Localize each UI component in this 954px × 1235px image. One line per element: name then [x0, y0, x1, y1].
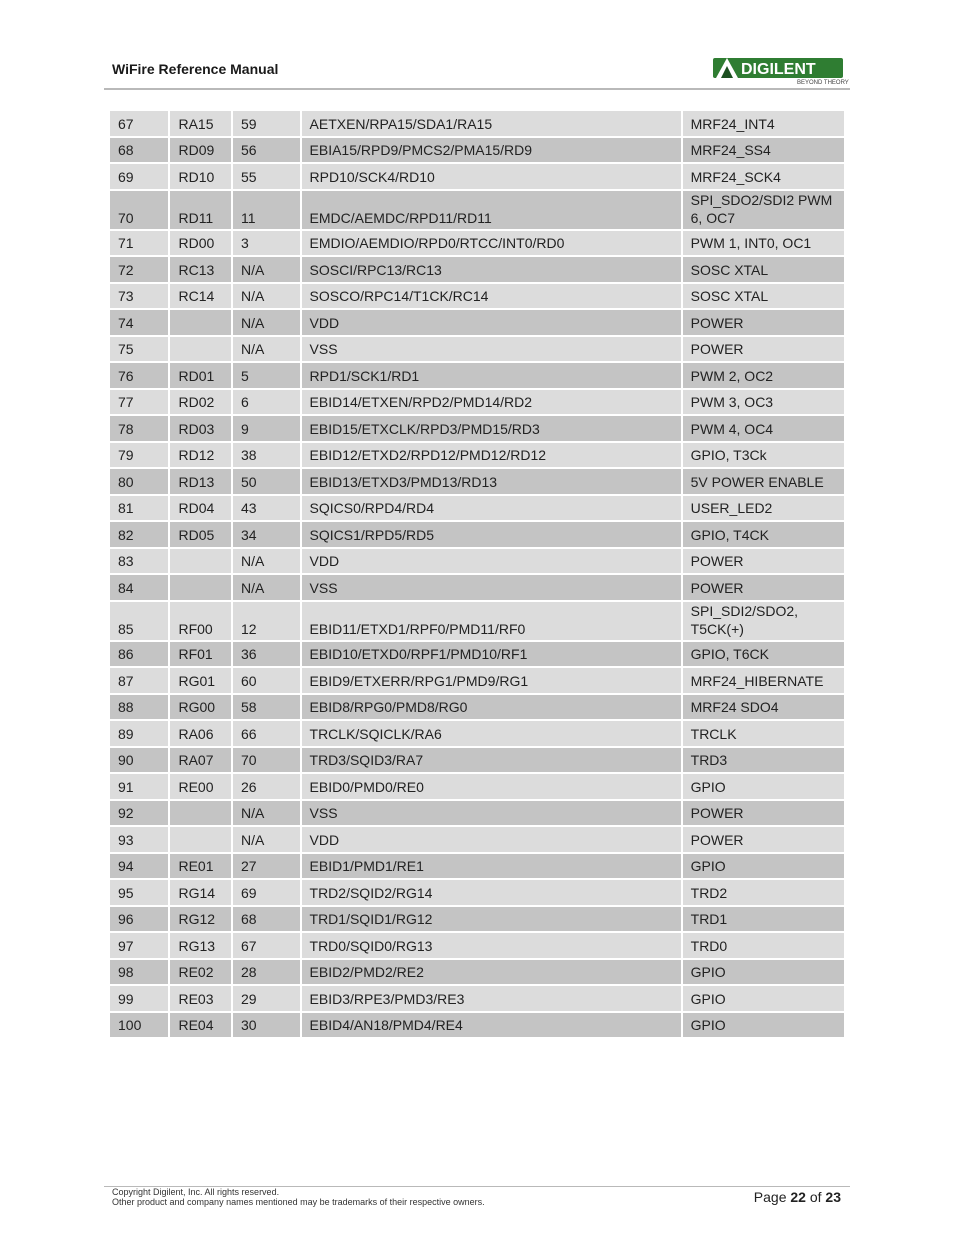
- chip-pin-cell: 3: [233, 231, 300, 256]
- pin-number-cell: 96: [110, 907, 168, 932]
- pin-number-cell: 71: [110, 231, 168, 256]
- chip-pin-cell: 29: [233, 986, 300, 1011]
- table-row: [110, 774, 844, 799]
- logo-wordmark: DIGILENT: [741, 61, 816, 78]
- chip-pin-cell: N/A: [233, 801, 300, 826]
- port-cell: RE01: [170, 854, 231, 879]
- pin-number-cell: 83: [110, 549, 168, 574]
- table-row: [110, 960, 844, 985]
- function-cell: EBID0/PMD0/RE0: [302, 774, 681, 799]
- header-divider: [104, 88, 850, 90]
- usage-cell: MRF24 SDO4: [683, 695, 844, 720]
- port-cell: RE03: [170, 986, 231, 1011]
- chip-pin-cell: 58: [233, 695, 300, 720]
- chip-pin-cell: 50: [233, 469, 300, 494]
- chip-pin-cell: 30: [233, 1013, 300, 1038]
- page-total: 23: [825, 1189, 841, 1205]
- chip-pin-cell: N/A: [233, 310, 300, 335]
- usage-cell: POWER: [683, 575, 844, 600]
- pin-number-cell: 89: [110, 721, 168, 746]
- usage-cell: POWER: [683, 337, 844, 362]
- port-cell: [170, 575, 231, 600]
- port-cell: RD04: [170, 496, 231, 521]
- usage-cell: TRD0: [683, 933, 844, 958]
- chip-pin-cell: N/A: [233, 827, 300, 852]
- port-cell: RG00: [170, 695, 231, 720]
- function-cell: TRD2/SQID2/RG14: [302, 880, 681, 905]
- table-row: [110, 721, 844, 746]
- function-cell: EBID12/ETXD2/RPD12/PMD12/RD12: [302, 443, 681, 468]
- table-row: [110, 310, 844, 335]
- port-cell: RD12: [170, 443, 231, 468]
- port-cell: [170, 337, 231, 362]
- function-cell: VSS: [302, 575, 681, 600]
- chip-pin-cell: 56: [233, 138, 300, 163]
- port-cell: RD13: [170, 469, 231, 494]
- usage-cell: POWER: [683, 827, 844, 852]
- chip-pin-cell: 6: [233, 390, 300, 415]
- table-row: [110, 575, 844, 600]
- function-cell: EBID4/AN18/PMD4/RE4: [302, 1013, 681, 1038]
- table-row: [110, 522, 844, 547]
- chip-pin-cell: 70: [233, 748, 300, 773]
- trademark-line: Other product and company names mentioned may be trademarks of their respective owners.: [112, 1197, 485, 1207]
- table-row: [110, 602, 844, 640]
- port-cell: RF01: [170, 642, 231, 667]
- pin-number-cell: 76: [110, 363, 168, 388]
- port-cell: RD03: [170, 416, 231, 441]
- usage-cell: MRF24_HIBERNATE: [683, 668, 844, 693]
- usage-cell: POWER: [683, 310, 844, 335]
- table-row: [110, 801, 844, 826]
- pin-number-cell: 98: [110, 960, 168, 985]
- function-cell: RPD1/SCK1/RD1: [302, 363, 681, 388]
- function-cell: EBID13/ETXD3/PMD13/RD13: [302, 469, 681, 494]
- pin-number-cell: 95: [110, 880, 168, 905]
- function-cell: EBID9/ETXERR/RPG1/PMD9/RG1: [302, 668, 681, 693]
- function-cell: EBID11/ETXD1/RPF0/PMD11/RF0: [302, 602, 681, 640]
- chip-pin-cell: 34: [233, 522, 300, 547]
- table-row: [110, 191, 844, 229]
- chip-pin-cell: 68: [233, 907, 300, 932]
- chip-pin-cell: 43: [233, 496, 300, 521]
- chip-pin-cell: N/A: [233, 257, 300, 282]
- port-cell: [170, 801, 231, 826]
- chip-pin-cell: 59: [233, 111, 300, 136]
- pin-number-cell: 100: [110, 1013, 168, 1038]
- table-row: [110, 231, 844, 256]
- function-cell: EMDIO/AEMDIO/RPD0/RTCC/INT0/RD0: [302, 231, 681, 256]
- port-cell: RG14: [170, 880, 231, 905]
- usage-cell: GPIO: [683, 774, 844, 799]
- function-cell: TRD1/SQID1/RG12: [302, 907, 681, 932]
- pin-number-cell: 72: [110, 257, 168, 282]
- usage-cell: SOSC XTAL: [683, 257, 844, 282]
- port-cell: RG13: [170, 933, 231, 958]
- table-row: [110, 1013, 844, 1038]
- function-cell: SOSCI/RPC13/RC13: [302, 257, 681, 282]
- pin-number-cell: 67: [110, 111, 168, 136]
- pin-number-cell: 87: [110, 668, 168, 693]
- chip-pin-cell: 69: [233, 880, 300, 905]
- usage-cell: POWER: [683, 801, 844, 826]
- port-cell: RE02: [170, 960, 231, 985]
- function-cell: RPD10/SCK4/RD10: [302, 164, 681, 189]
- function-cell: EBID15/ETXCLK/RPD3/PMD15/RD3: [302, 416, 681, 441]
- pin-number-cell: 88: [110, 695, 168, 720]
- pin-number-cell: 99: [110, 986, 168, 1011]
- table-row: [110, 907, 844, 932]
- usage-cell: MRF24_INT4: [683, 111, 844, 136]
- usage-cell: 5V POWER ENABLE: [683, 469, 844, 494]
- function-cell: SOSCO/RPC14/T1CK/RC14: [302, 284, 681, 309]
- pin-number-cell: 80: [110, 469, 168, 494]
- usage-cell: TRCLK: [683, 721, 844, 746]
- pin-number-cell: 91: [110, 774, 168, 799]
- function-cell: EBID3/RPE3/PMD3/RE3: [302, 986, 681, 1011]
- pin-number-cell: 86: [110, 642, 168, 667]
- chip-pin-cell: 27: [233, 854, 300, 879]
- port-cell: RC13: [170, 257, 231, 282]
- logo-tagline: BEYOND THEORY: [797, 80, 849, 86]
- chip-pin-cell: 26: [233, 774, 300, 799]
- table-row: [110, 695, 844, 720]
- usage-cell: GPIO, T6CK: [683, 642, 844, 667]
- function-cell: EBID8/RPG0/PMD8/RG0: [302, 695, 681, 720]
- usage-cell: TRD3: [683, 748, 844, 773]
- port-cell: RD09: [170, 138, 231, 163]
- usage-cell: USER_LED2: [683, 496, 844, 521]
- function-cell: VSS: [302, 337, 681, 362]
- digilent-logo: [713, 57, 849, 86]
- copyright-notice: [112, 1187, 485, 1207]
- table-row: [110, 933, 844, 958]
- port-cell: RF00: [170, 602, 231, 640]
- pin-number-cell: 70: [110, 191, 168, 229]
- page-number: [754, 1189, 841, 1205]
- function-cell: SQICS1/RPD5/RD5: [302, 522, 681, 547]
- table-row: [110, 880, 844, 905]
- usage-cell: GPIO, T4CK: [683, 522, 844, 547]
- table-row: [110, 111, 844, 136]
- port-cell: RA07: [170, 748, 231, 773]
- chip-pin-cell: 28: [233, 960, 300, 985]
- port-cell: RG01: [170, 668, 231, 693]
- table-row: [110, 642, 844, 667]
- port-cell: RE04: [170, 1013, 231, 1038]
- function-cell: TRD0/SQID0/RG13: [302, 933, 681, 958]
- chip-pin-cell: 5: [233, 363, 300, 388]
- chip-pin-cell: N/A: [233, 337, 300, 362]
- port-cell: RD00: [170, 231, 231, 256]
- usage-cell: TRD2: [683, 880, 844, 905]
- pin-number-cell: 93: [110, 827, 168, 852]
- chip-pin-cell: 38: [233, 443, 300, 468]
- port-cell: RA15: [170, 111, 231, 136]
- table-row: [110, 138, 844, 163]
- function-cell: EBID14/ETXEN/RPD2/PMD14/RD2: [302, 390, 681, 415]
- port-cell: RE00: [170, 774, 231, 799]
- pin-number-cell: 79: [110, 443, 168, 468]
- usage-cell: MRF24_SS4: [683, 138, 844, 163]
- port-cell: RA06: [170, 721, 231, 746]
- function-cell: VDD: [302, 310, 681, 335]
- page-of: of: [805, 1189, 826, 1205]
- function-cell: VDD: [302, 549, 681, 574]
- usage-cell: SPI_SDO2/SDI2 PWM 6, OC7: [683, 191, 844, 229]
- function-cell: EBID2/PMD2/RE2: [302, 960, 681, 985]
- pin-number-cell: 97: [110, 933, 168, 958]
- table-row: [110, 390, 844, 415]
- table-row: [110, 748, 844, 773]
- table-row: [110, 284, 844, 309]
- pin-number-cell: 82: [110, 522, 168, 547]
- function-cell: EBIA15/RPD9/PMCS2/PMA15/RD9: [302, 138, 681, 163]
- usage-cell: GPIO: [683, 986, 844, 1011]
- pin-number-cell: 92: [110, 801, 168, 826]
- usage-cell: GPIO: [683, 854, 844, 879]
- port-cell: RD02: [170, 390, 231, 415]
- function-cell: EMDC/AEMDC/RPD11/RD11: [302, 191, 681, 229]
- pin-number-cell: 94: [110, 854, 168, 879]
- pin-number-cell: 78: [110, 416, 168, 441]
- usage-cell: POWER: [683, 549, 844, 574]
- table-row: [110, 257, 844, 282]
- table-row: [110, 164, 844, 189]
- usage-cell: TRD1: [683, 907, 844, 932]
- pin-number-cell: 84: [110, 575, 168, 600]
- function-cell: SQICS0/RPD4/RD4: [302, 496, 681, 521]
- function-cell: EBID10/ETXD0/RPF1/PMD10/RF1: [302, 642, 681, 667]
- table-row: [110, 827, 844, 852]
- copyright-line: Copyright Digilent, Inc. All rights reserved.: [112, 1187, 280, 1197]
- chip-pin-cell: N/A: [233, 284, 300, 309]
- table-row: [110, 986, 844, 1011]
- function-cell: VDD: [302, 827, 681, 852]
- pin-number-cell: 75: [110, 337, 168, 362]
- table-row: [110, 496, 844, 521]
- usage-cell: PWM 3, OC3: [683, 390, 844, 415]
- table-row: [110, 363, 844, 388]
- port-cell: RD10: [170, 164, 231, 189]
- chip-pin-cell: 9: [233, 416, 300, 441]
- pin-number-cell: 68: [110, 138, 168, 163]
- chip-pin-cell: 36: [233, 642, 300, 667]
- pin-number-cell: 77: [110, 390, 168, 415]
- function-cell: EBID1/PMD1/RE1: [302, 854, 681, 879]
- chip-pin-cell: N/A: [233, 549, 300, 574]
- port-cell: [170, 310, 231, 335]
- table-row: [110, 469, 844, 494]
- port-cell: RD11: [170, 191, 231, 229]
- usage-cell: PWM 1, INT0, OC1: [683, 231, 844, 256]
- pin-number-cell: 73: [110, 284, 168, 309]
- document-title: WiFire Reference Manual: [112, 61, 279, 77]
- page-current: 22: [790, 1189, 806, 1205]
- usage-cell: GPIO: [683, 1013, 844, 1038]
- chip-pin-cell: 66: [233, 721, 300, 746]
- table-row: [110, 337, 844, 362]
- pin-mapping-table: [108, 109, 846, 1039]
- table-row: [110, 416, 844, 441]
- function-cell: AETXEN/RPA15/SDA1/RA15: [302, 111, 681, 136]
- chip-pin-cell: 67: [233, 933, 300, 958]
- pin-number-cell: 74: [110, 310, 168, 335]
- page-prefix: Page: [753, 1189, 791, 1205]
- function-cell: TRCLK/SQICLK/RA6: [302, 721, 681, 746]
- pin-number-cell: 85: [110, 602, 168, 640]
- chip-pin-cell: 55: [233, 164, 300, 189]
- chip-pin-cell: N/A: [233, 575, 300, 600]
- usage-cell: GPIO: [683, 960, 844, 985]
- pin-number-cell: 90: [110, 748, 168, 773]
- function-cell: TRD3/SQID3/RA7: [302, 748, 681, 773]
- table-row: [110, 549, 844, 574]
- chip-pin-cell: 60: [233, 668, 300, 693]
- chip-pin-cell: 11: [233, 191, 300, 229]
- port-cell: RD01: [170, 363, 231, 388]
- usage-cell: PWM 2, OC2: [683, 363, 844, 388]
- port-cell: RG12: [170, 907, 231, 932]
- table-row: [110, 443, 844, 468]
- port-cell: RD05: [170, 522, 231, 547]
- port-cell: [170, 827, 231, 852]
- port-cell: RC14: [170, 284, 231, 309]
- usage-cell: SOSC XTAL: [683, 284, 844, 309]
- usage-cell: PWM 4, OC4: [683, 416, 844, 441]
- pin-number-cell: 81: [110, 496, 168, 521]
- usage-cell: GPIO, T3Ck: [683, 443, 844, 468]
- usage-cell: SPI_SDI2/SDO2, T5CK(+): [683, 602, 844, 640]
- port-cell: [170, 549, 231, 574]
- function-cell: VSS: [302, 801, 681, 826]
- pin-number-cell: 69: [110, 164, 168, 189]
- table-row: [110, 854, 844, 879]
- table-row: [110, 668, 844, 693]
- chip-pin-cell: 12: [233, 602, 300, 640]
- usage-cell: MRF24_SCK4: [683, 164, 844, 189]
